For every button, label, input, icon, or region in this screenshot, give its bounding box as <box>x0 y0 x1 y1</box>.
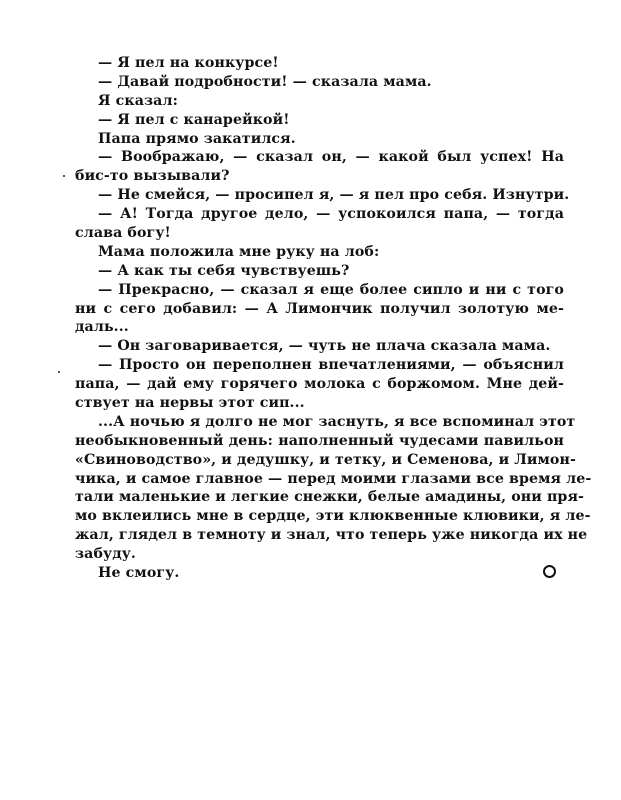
story-text <box>75 54 592 583</box>
text-line: — Не смейся, — просипел я, — я пел про себя. Изнутри. <box>98 187 570 204</box>
text-line: — Просто он переполнен впечатлениями, — объяснил <box>98 357 564 374</box>
scan-speck <box>63 175 65 177</box>
text-line: ствует на нервы этот сип... <box>75 395 305 412</box>
text-line: слава богу! <box>75 225 171 242</box>
text-line: — Прекрасно, — сказал я еще более сипло и ни с того <box>98 281 564 298</box>
text-line: — Я пел на конкурсе! <box>98 55 279 71</box>
text-line: тали маленькие и легкие снежки, белые амадины, они пря- <box>75 489 585 506</box>
text-line: Я сказал: <box>98 92 178 109</box>
text-line: — Я пел с канарейкой! <box>98 111 290 128</box>
text-line: — А! Тогда другое дело, — успокоился папа, — тогда <box>98 206 564 223</box>
text-line: — Он заговаривается, — чуть не плача сказала мама. <box>98 338 551 355</box>
text-line: чика, и самое главное — перед моими глазами все время ле- <box>75 470 592 487</box>
text-line: — Давай подробности! — сказала мама. <box>98 73 432 90</box>
text-line: ни с сего добавил: — А Лимончик получил золотую ме- <box>75 300 564 317</box>
text-line: забуду. <box>75 546 136 563</box>
text-line: «Свиноводство», и дедушку, и тетку, и Семенова, и Лимон- <box>75 451 576 468</box>
text-line: жал, глядел в темноту и знал, что теперь уже никогда их не <box>75 527 588 544</box>
scan-speck <box>58 371 60 373</box>
text-line: необыкновенный день: наполненный чудесами павильон <box>75 432 564 449</box>
text-line: даль... <box>75 319 129 336</box>
text-line: ...А ночью я долго не мог заснуть, я все вспоминал этот <box>98 413 576 430</box>
text-line: бис-то вызывали? <box>75 168 230 185</box>
end-of-chapter-circle-icon <box>543 565 556 578</box>
text-line: Не смогу. <box>98 565 180 582</box>
text-line: папа, — дай ему горячего молока с боржомом. Мне дей- <box>75 376 564 393</box>
text-line: — Воображаю, — сказал он, — какой был успех! На <box>98 149 564 166</box>
text-line: — А как ты себя чувствуешь? <box>98 262 350 279</box>
text-line: мо вклеились мне в сердце, эти клюквенные клювики, я ле- <box>75 508 591 525</box>
text-line: Мама положила мне руку на лоб: <box>98 243 380 260</box>
text-line: Папа прямо закатился. <box>98 130 296 147</box>
